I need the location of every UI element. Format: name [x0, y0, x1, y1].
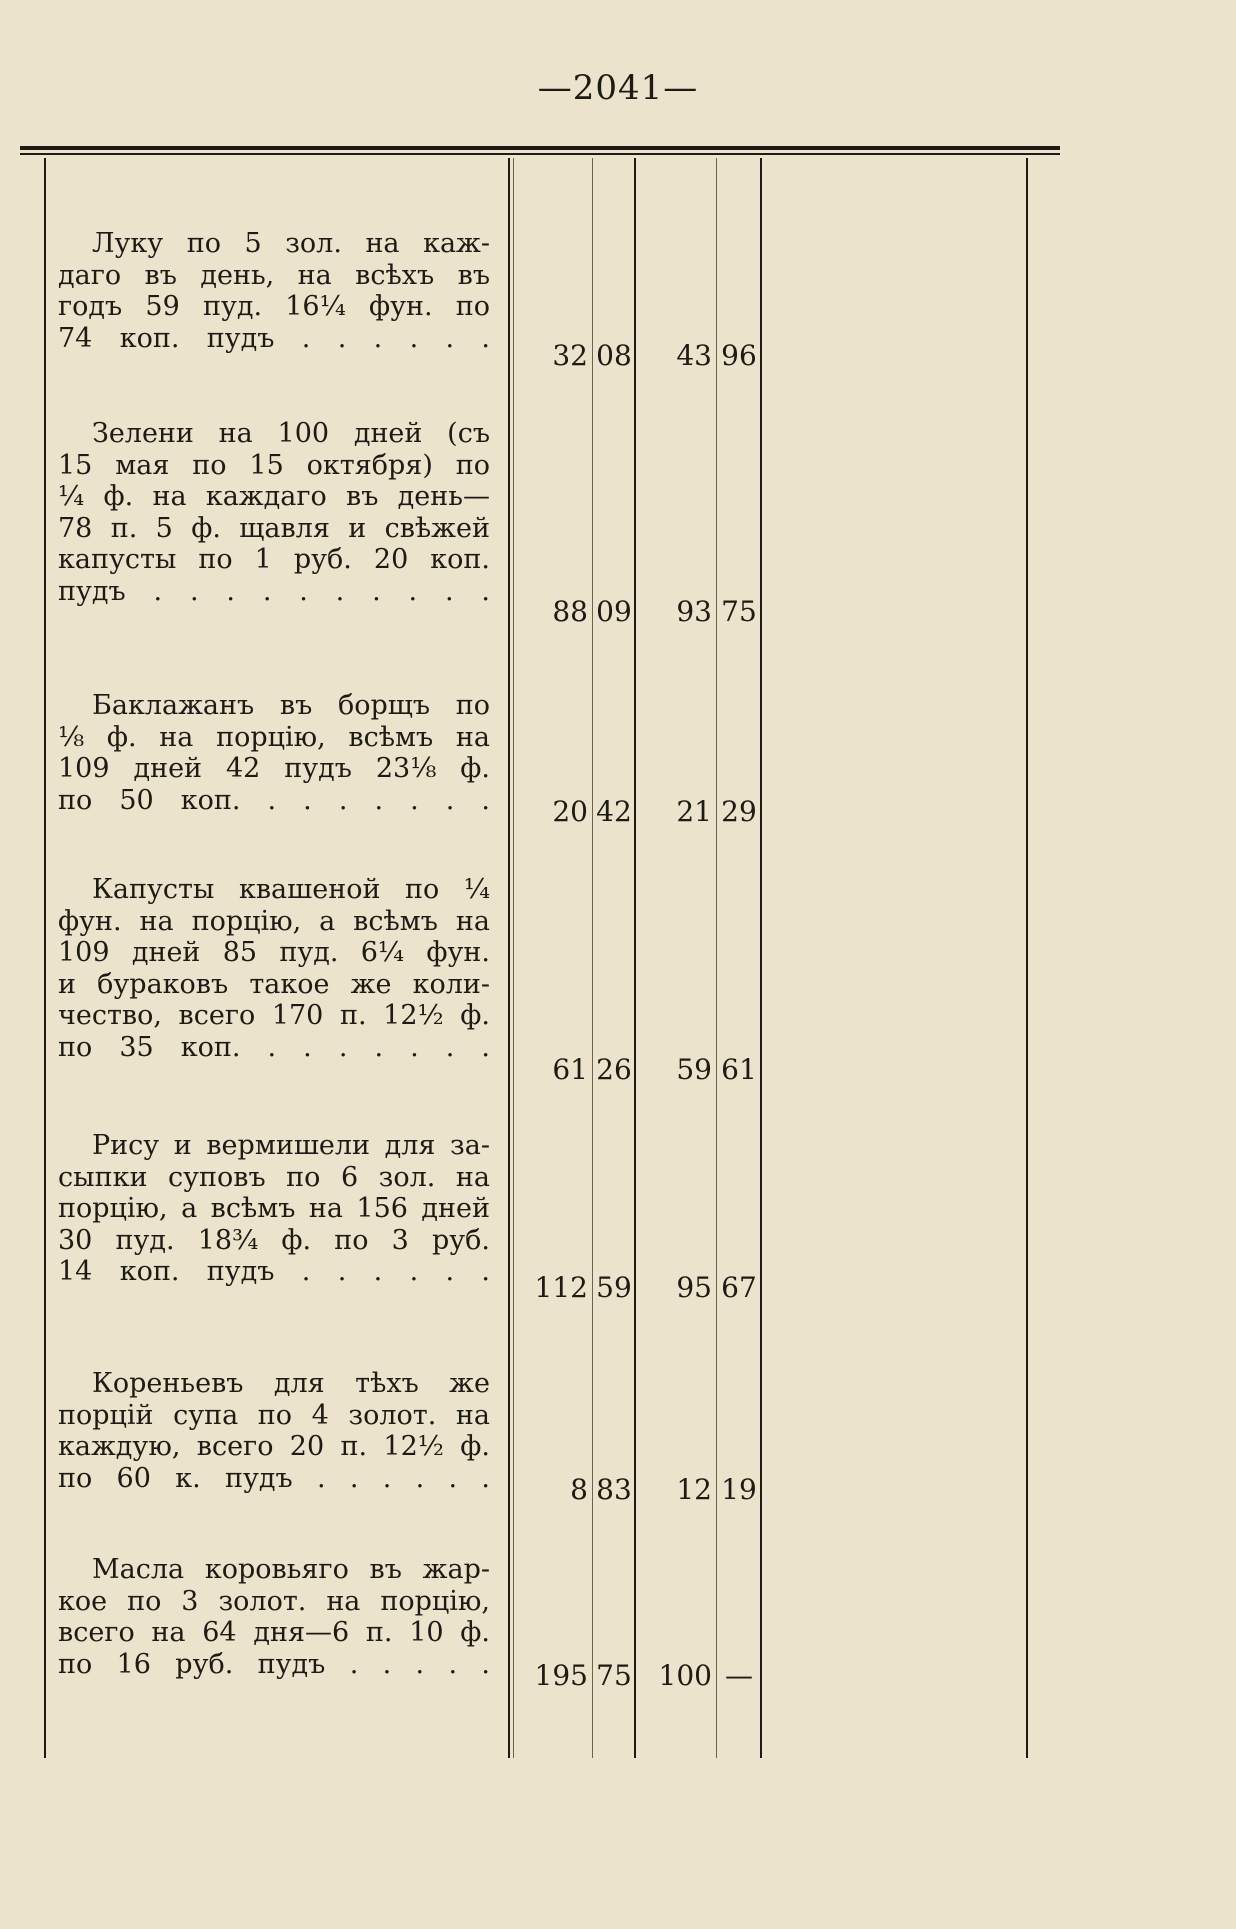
entry-line: кое по 3 золот. на порцію, — [58, 1585, 490, 1617]
entry-line: порцію, а всѣмъ на 156 дней — [58, 1193, 490, 1224]
entry-line: Рису и вермишели для за- — [92, 1130, 490, 1161]
entry-line: чество, всего 170 п. 12½ ф. — [58, 1000, 490, 1031]
amount-kopecks-2: 61 — [721, 1053, 757, 1086]
entry-line: 14 коп. пудъ . . . . . . — [58, 1256, 490, 1287]
page-number: —2041— — [537, 68, 699, 108]
amount-rubles-2: 95 — [676, 1271, 712, 1304]
amount-rubles-1: 20 — [552, 795, 588, 828]
entry-rice-vermicelli — [58, 1130, 490, 1288]
entry-line: по 50 коп. . . . . . . . — [58, 784, 490, 816]
amount-rubles-1: 61 — [552, 1053, 588, 1086]
amount-rubles-2: 100 — [658, 1659, 712, 1692]
amount-rubles-1: 88 — [552, 595, 588, 628]
entry-line: Баклажанъ въ борщъ по — [92, 690, 490, 721]
entry-eggplant — [58, 690, 490, 816]
amount-kopecks-1: 75 — [596, 1659, 632, 1692]
entry-line: Кореньевъ для тѣхъ же — [92, 1368, 490, 1399]
column-rule-text-right — [508, 158, 510, 1758]
amount-rubles-2: 12 — [676, 1473, 712, 1506]
entry-line: всего на 64 дня—6 п. 10 ф. — [58, 1617, 490, 1648]
column-rule-rub2-kop2 — [716, 158, 717, 1758]
amount-kopecks-1: 83 — [596, 1473, 632, 1506]
amount-rubles-1: 32 — [552, 339, 588, 372]
entry-line: Капусты квашеной по ¼ — [92, 874, 490, 905]
entry-line: 109 дней 85 пуд. 6¼ фун. — [58, 937, 490, 968]
entry-line: ⅛ ф. на порцію, всѣмъ на — [58, 721, 490, 753]
column-rule-amount1-right — [634, 158, 636, 1758]
entry-line: ¼ ф. на каждаго въ день— — [58, 481, 490, 512]
column-rule-text-right-2 — [513, 158, 514, 1758]
entry-line: по 60 к. пудъ . . . . . . — [58, 1462, 490, 1494]
amount-kopecks-1: 59 — [596, 1271, 632, 1304]
column-rule-left — [44, 158, 46, 1758]
header-rule-thin — [20, 153, 1060, 155]
entry-line: пудъ . . . . . . . . . . — [58, 575, 490, 607]
amount-rubles-2: 93 — [676, 595, 712, 628]
column-rule-rub1-kop1 — [592, 158, 593, 1758]
header-rule-thick — [20, 146, 1060, 150]
entry-line: по 35 коп. . . . . . . . — [58, 1031, 490, 1063]
entry-line: 15 мая по 15 октября) по — [58, 449, 490, 481]
entry-line: годъ 59 пуд. 16¼ фун. по — [58, 291, 490, 322]
entry-line: 109 дней 42 пудъ 23⅛ ф. — [58, 753, 490, 784]
entry-line: Луку по 5 зол. на каж- — [92, 228, 490, 259]
column-rule-amount2-right — [760, 158, 762, 1758]
amount-rubles-2: 59 — [676, 1053, 712, 1086]
entry-sauerkraut — [58, 874, 490, 1063]
amount-kopecks-2: 29 — [721, 795, 757, 828]
entry-line: 30 пуд. 18¾ ф. по 3 руб. — [58, 1224, 490, 1256]
entry-line: по 16 руб. пудъ . . . . . — [58, 1648, 490, 1680]
amount-rubles-1: 112 — [534, 1271, 588, 1304]
entry-line: 74 коп. пудъ . . . . . . — [58, 322, 490, 354]
entry-line: Зелени на 100 дней (съ — [92, 418, 490, 449]
entry-line: Масла коровьяго въ жар- — [92, 1554, 490, 1585]
entry-line: каждую, всего 20 п. 12½ ф. — [58, 1431, 490, 1462]
entry-greens — [58, 418, 490, 607]
entry-line: 78 п. 5 ф. щавля и свѣжей — [58, 512, 490, 544]
amount-kopecks-1: 08 — [596, 339, 632, 372]
column-rule-far-right — [1026, 158, 1028, 1758]
entry-line: даго въ день, на всѣхъ въ — [58, 259, 490, 291]
entry-line: фун. на порцію, а всѣмъ на — [58, 905, 490, 937]
entry-roots — [58, 1368, 490, 1494]
entry-butter — [58, 1554, 490, 1680]
entry-line: порцій супа по 4 золот. на — [58, 1399, 490, 1431]
amount-kopecks-2: 67 — [721, 1271, 757, 1304]
amount-rubles-1: 195 — [534, 1659, 588, 1692]
amount-rubles-2: 43 — [676, 339, 712, 372]
entry-line: капусты по 1 руб. 20 коп. — [58, 544, 490, 575]
amount-kopecks-1: 26 — [596, 1053, 632, 1086]
amount-rubles-2: 21 — [676, 795, 712, 828]
amount-kopecks-2: 96 — [721, 339, 757, 372]
amount-kopecks-1: 09 — [596, 595, 632, 628]
entry-line: и бураковъ такое же коли- — [58, 968, 490, 1000]
amount-rubles-1: 8 — [570, 1473, 588, 1506]
amount-kopecks-2: — — [725, 1659, 753, 1692]
entry-line: сыпки суповъ по 6 зол. на — [58, 1161, 490, 1193]
amount-kopecks-1: 42 — [596, 795, 632, 828]
amount-kopecks-2: 75 — [721, 595, 757, 628]
amount-kopecks-2: 19 — [721, 1473, 757, 1506]
entry-onion — [58, 228, 490, 354]
